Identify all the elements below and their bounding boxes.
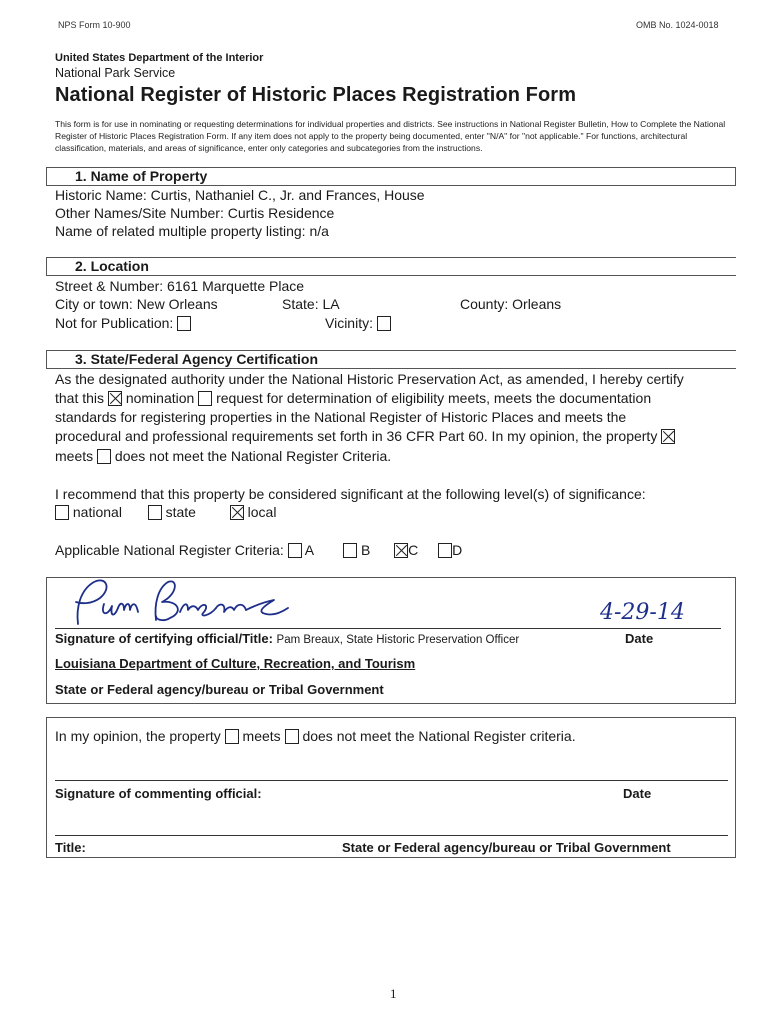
certifying-signature-title: Signature of certifying official/Title:: [55, 631, 273, 646]
that-this-text: that this: [55, 390, 105, 406]
city-town: City or town: New Orleans: [55, 296, 218, 312]
criteria-d-label: D: [452, 542, 463, 558]
not-for-publication-label: Not for Publication:: [55, 315, 174, 331]
not-for-publication-row: [55, 314, 191, 333]
criteria-label: Applicable National Register Criteria:: [55, 542, 284, 558]
vicinity-label: Vicinity:: [325, 315, 373, 331]
certifying-agency: Louisiana Department of Culture, Recreation, and Tourism: [55, 656, 416, 671]
determination-label: request for determination of eligibility meets, meets the documentation: [216, 390, 652, 406]
cert-line-2: [55, 389, 755, 408]
determination-checkbox[interactable]: [198, 391, 212, 406]
certifying-date-label: Date: [625, 631, 654, 646]
omb-number: OMB No. 1024-0018: [636, 20, 719, 30]
nomination-label: nomination: [125, 390, 195, 406]
section-3-heading: 3. State/Federal Agency Certification: [75, 351, 318, 367]
state: State: LA: [282, 296, 340, 312]
form-number: NPS Form 10-900: [58, 20, 131, 30]
criteria-d-checkbox[interactable]: [438, 543, 452, 558]
cert-line-4-text: procedural and professional requirements set forth in 36 CFR Part 60. In my opinion, the property: [55, 428, 658, 444]
commenting-opinion-text: In my opinion, the property: [55, 728, 221, 744]
criteria-c-label: C: [408, 542, 419, 558]
level-state-label: state: [165, 504, 196, 520]
criteria-row: [55, 541, 462, 560]
cert-line-3: standards for registering properties in the National Register of Historic Places and meets the: [55, 409, 627, 425]
page-number: 1: [390, 986, 397, 1001]
criteria-a-checkbox[interactable]: [288, 543, 302, 558]
handwritten-signature: [60, 572, 300, 634]
commenting-agency-label: State or Federal agency/bureau or Tribal Government: [342, 840, 671, 855]
page-title: National Register of Historic Places Registration Form: [55, 84, 577, 106]
criteria-b-checkbox[interactable]: [343, 543, 357, 558]
criteria-c-checkbox[interactable]: [394, 543, 408, 558]
criteria-a-label: A: [304, 542, 314, 558]
vicinity-checkbox[interactable]: [377, 316, 391, 331]
meets-label: meets: [55, 448, 94, 464]
commenting-date-label: Date: [623, 786, 652, 801]
commenting-title-label: Title:: [55, 840, 86, 855]
intro-text: This form is for use in nominating or requesting determinations for individual properties and districts. See instructions in National Register Bulletin, How to Complete the National Register of Historic Places Registration Form. If any item does not apply to the property being documented, enter "N/A" for "not applicable." For functions, architectural classification, materials, and areas of significance, enter only categories and subcategories from the instructions.: [55, 119, 726, 153]
service-name: National Park Service: [55, 66, 176, 80]
cert-line-4: [55, 427, 755, 446]
commenting-does-not-meet-label: does not meet the National Register criteria.: [302, 728, 576, 744]
level-national-checkbox[interactable]: [55, 505, 69, 520]
other-names: Other Names/Site Number: Curtis Residence: [55, 205, 335, 221]
commenting-does-not-meet-checkbox[interactable]: [285, 729, 299, 744]
vicinity-row: [325, 314, 391, 333]
certifying-signer: Pam Breaux, State Historic Preservation Officer: [276, 634, 520, 646]
section-2-heading: 2. Location: [75, 258, 149, 274]
commenting-meets-checkbox[interactable]: [225, 729, 239, 744]
property-meets-checkbox[interactable]: [661, 429, 675, 444]
multiple-listing: Name of related multiple property listing: n/a: [55, 223, 329, 239]
handwritten-date: 4-29-14: [600, 600, 685, 625]
not-for-publication-checkbox[interactable]: [177, 316, 191, 331]
level-state-checkbox[interactable]: [148, 505, 162, 520]
does-not-meet-label: does not meet the National Register Criteria.: [114, 448, 392, 464]
county: County: Orleans: [460, 296, 562, 312]
level-local-checkbox[interactable]: [230, 505, 244, 520]
commenting-meets-label: meets: [242, 728, 281, 744]
criteria-b-label: B: [361, 542, 371, 558]
does-not-meet-checkbox[interactable]: [97, 449, 111, 464]
recommend-text: I recommend that this property be considered significant at the following level(s) of significance:: [55, 486, 646, 502]
commenting-signature-label: Signature of commenting official:: [55, 786, 262, 801]
section-1-heading: 1. Name of Property: [75, 168, 208, 184]
street-number: Street & Number: 6161 Marquette Place: [55, 278, 305, 294]
certifying-signature-label: [55, 631, 519, 646]
commenting-opinion-row: [55, 727, 576, 746]
department-name: United States Department of the Interior: [55, 52, 264, 64]
nomination-checkbox[interactable]: [108, 391, 122, 406]
historic-name: Historic Name: Curtis, Nathaniel C., Jr. and Frances, House: [55, 187, 425, 203]
significance-levels: [55, 503, 276, 522]
level-national-label: national: [72, 504, 122, 520]
level-local-label: local: [247, 504, 277, 520]
certifying-agency-label: State or Federal agency/bureau or Tribal Government: [55, 682, 384, 697]
cert-line-1: As the designated authority under the National Historic Preservation Act, as amended, I hereby certify: [55, 371, 684, 387]
cert-line-5: [55, 447, 755, 466]
